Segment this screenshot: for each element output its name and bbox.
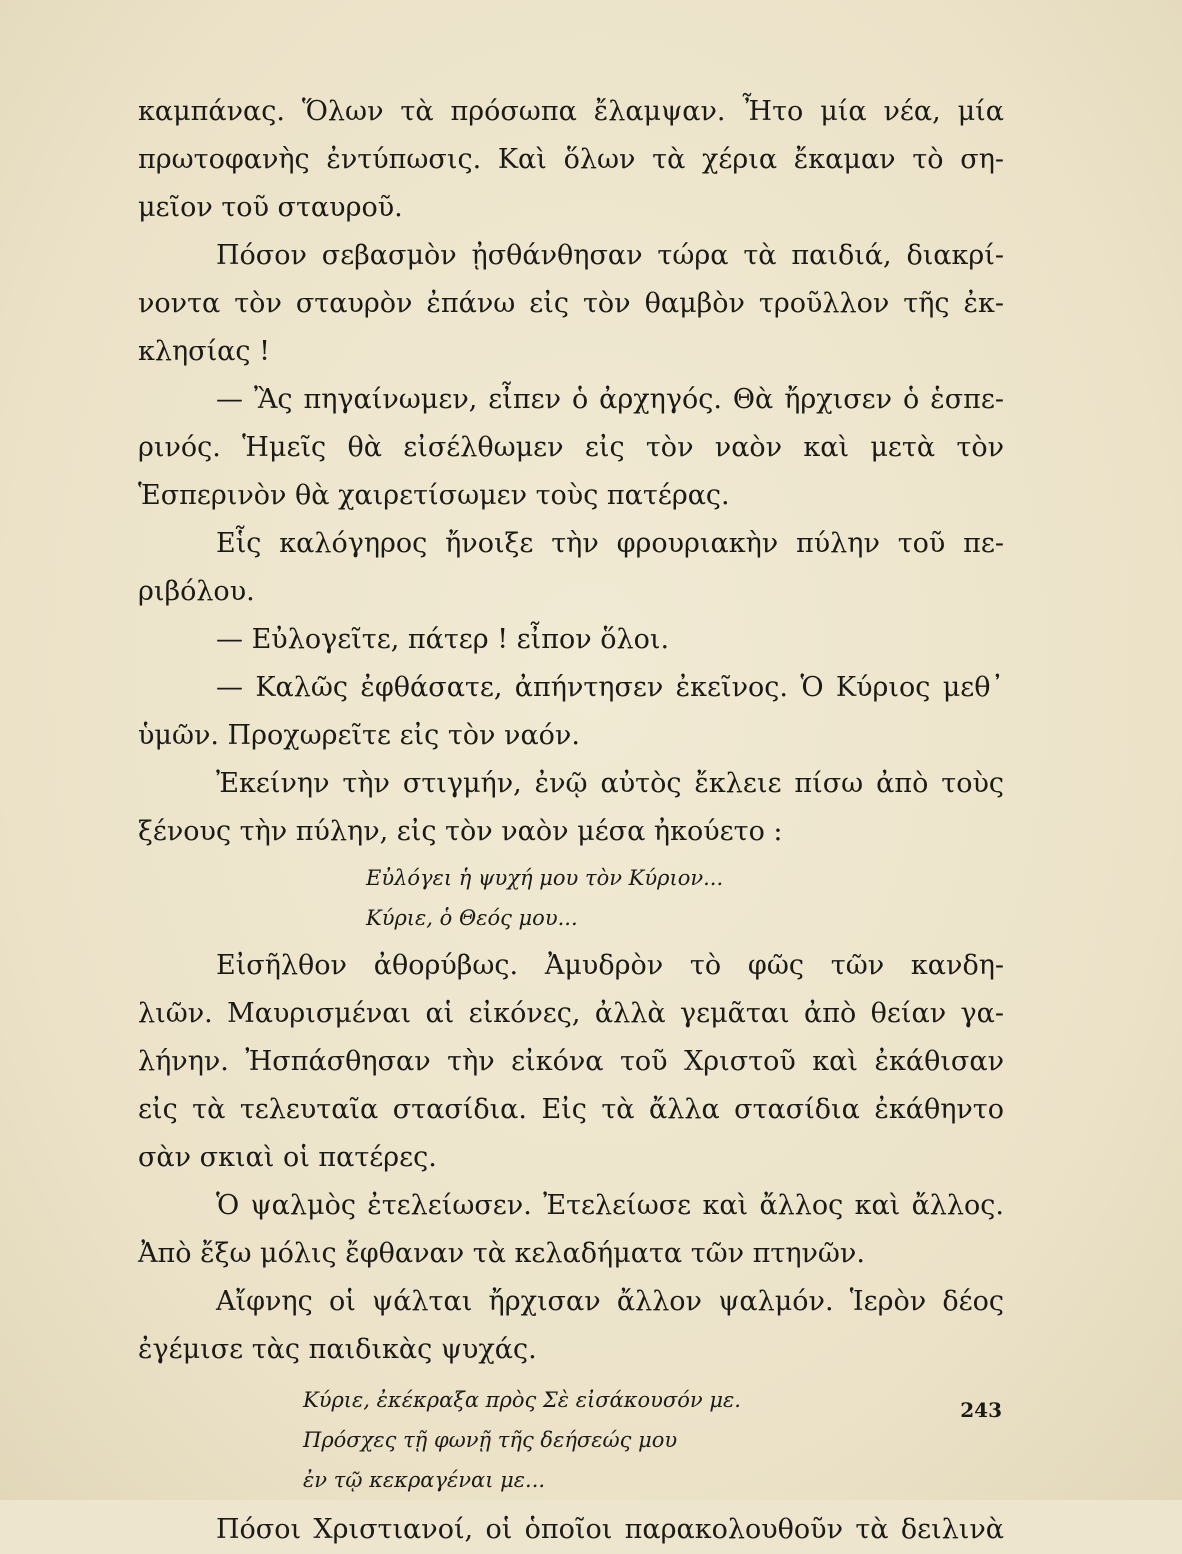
text-line: Ἀπὸ ἔξω μόλις ἔφθαναν τὰ κελαδήματα τῶν πτηνῶν.	[138, 1238, 865, 1269]
text-line: πρωτοφανὴς ἐντύπωσις. Καὶ ὅλων τὰ χέρια ἔκαμαν τὸ ση-	[138, 144, 1004, 175]
text-line: Ἑσπερινὸν θὰ χαιρετίσωμεν τοὺς πατέρας.	[138, 480, 730, 511]
text-line: — Εὐλογεῖτε, πάτερ ! εἶπον ὅλοι.	[216, 624, 670, 655]
hymn-quote	[138, 1380, 1004, 1500]
text-line: Ἐκείνην τὴν στιγμήν, ἐνῷ αὐτὸς ἔκλειε πίσω ἀπὸ τοὺς	[216, 768, 1004, 799]
text-line: — Ἂς πηγαίνωμεν, εἶπεν ὁ ἀρχηγός. Θὰ ἤρχισεν ὁ ἑσπε-	[216, 384, 1004, 415]
hymn-quote	[138, 858, 1004, 938]
hymn-line: Εὐλόγει ἡ ψυχή μου τὸν Κύριον...	[366, 866, 724, 890]
text-line: λιῶν. Μαυρισμέναι αἱ εἰκόνες, ἀλλὰ γεμᾶται ἀπὸ θείαν γα-	[138, 998, 1004, 1029]
text-line: καμπάνας. Ὅλων τὰ πρόσωπα ἔλαμψαν. Ἦτο μία νέα, μία	[138, 96, 1004, 127]
hymn-line: Κύριε, ἐκέκραξα πρὸς Σὲ εἰσάκουσόν με.	[303, 1388, 741, 1412]
text-line: Αἴφνης οἱ ψάλται ἤρχισαν ἄλλον ψαλμόν. Ἱερὸν δέος	[216, 1286, 1004, 1317]
text-line: ἐγέμισε τὰς παιδικὰς ψυχάς.	[138, 1334, 537, 1365]
text-line: μεῖον τοῦ σταυροῦ.	[138, 192, 403, 223]
hymn-line: Πρόσχες τῇ φωνῇ τῆς δεήσεώς μου	[303, 1428, 678, 1452]
text-line: εἰς τὰ τελευταῖα στασίδια. Εἰς τὰ ἄλλα στασίδια ἐκάθηντο	[138, 1094, 1004, 1125]
text-line: ριβόλου.	[138, 576, 255, 607]
text-line: κλησίας !	[138, 336, 270, 367]
text-line: Πόσον σεβασμὸν ᾐσθάνθησαν τώρα τὰ παιδιά, διακρί-	[216, 240, 1004, 271]
text-line: Εἰσῆλθον ἀθορύβως. Ἀμυδρὸν τὸ φῶς τῶν κανδη-	[216, 950, 1004, 981]
page-text	[138, 88, 1004, 1554]
text-line: Πόσοι Χριστιανοί, οἱ ὁποῖοι παρακολουθοῦν τὰ δειλινὰ	[216, 1514, 1004, 1545]
hymn-line: Κύριε, ὁ Θεός μου...	[366, 906, 578, 930]
text-line: ρινός. Ἡμεῖς θὰ εἰσέλθωμεν εἰς τὸν ναὸν καὶ μετὰ τὸν	[138, 432, 1004, 463]
text-line: ξένους τὴν πύλην, εἰς τὸν ναὸν μέσα ἠκούετο :	[138, 816, 783, 847]
text-line: ὑμῶν. Προχωρεῖτε εἰς τὸν ναόν.	[138, 720, 580, 751]
page-number: 243	[960, 1398, 1002, 1422]
text-line: Ὁ ψαλμὸς ἐτελείωσεν. Ἐτελείωσε καὶ ἄλλος καὶ ἄλλος.	[216, 1190, 1004, 1221]
hymn-line: ἐν τῷ κεκραγέναι με...	[303, 1468, 546, 1492]
text-line: — Καλῶς ἐφθάσατε, ἀπήντησεν ἐκεῖνος. Ὁ Κύριος μεθ᾿	[216, 672, 1004, 703]
text-line: σὰν σκιαὶ οἱ πατέρες.	[138, 1142, 437, 1173]
text-line: λήνην. Ἠσπάσθησαν τὴν εἰκόνα τοῦ Χριστοῦ καὶ ἐκάθισαν	[138, 1046, 1004, 1077]
text-line: νοντα τὸν σταυρὸν ἐπάνω εἰς τὸν θαμβὸν τροῦλλον τῆς ἐκ-	[138, 288, 1004, 319]
text-line: Εἷς καλόγηρος ἤνοιξε τὴν φρουριακὴν πύλην τοῦ πε-	[216, 528, 1004, 559]
